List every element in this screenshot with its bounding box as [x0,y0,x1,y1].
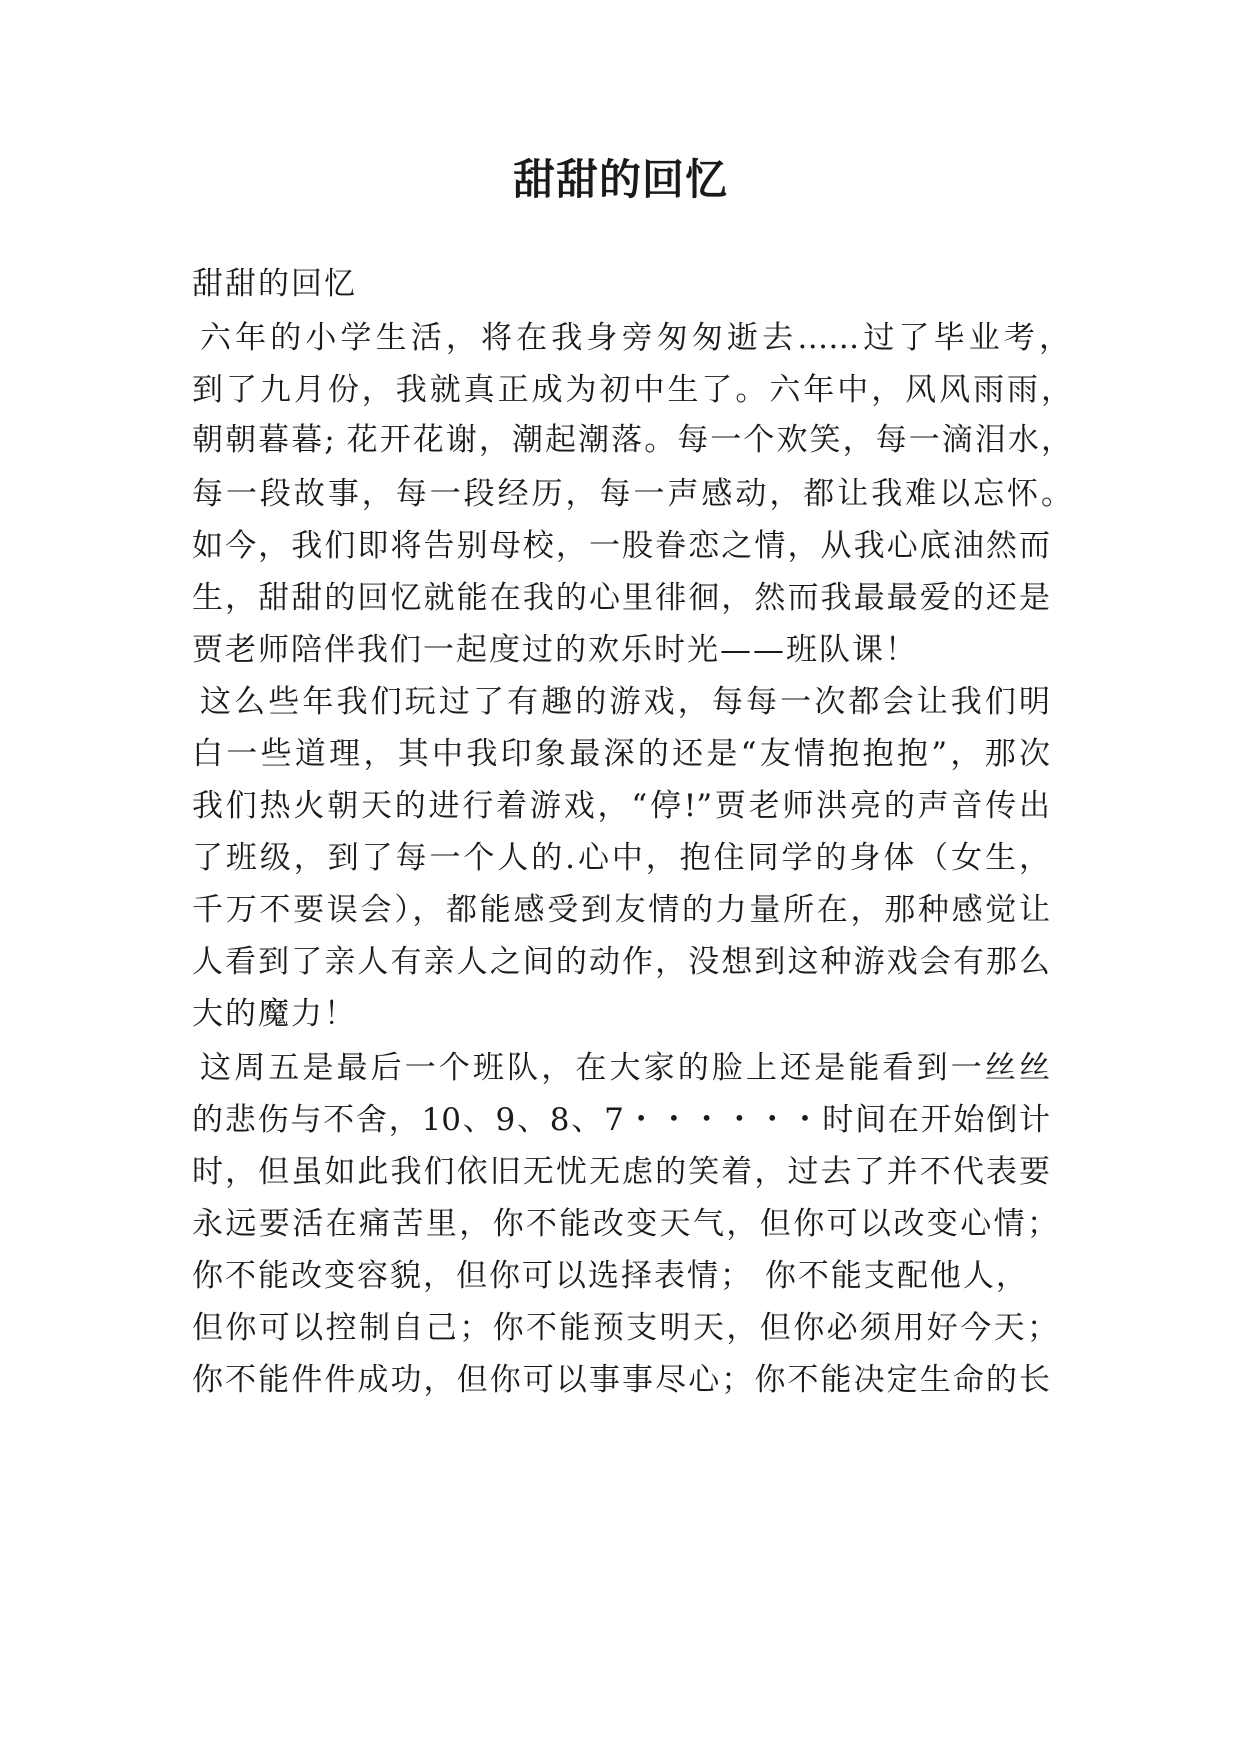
body-line: 朝朝暮暮; 花开花谢，潮起潮落。每一个欢笑，每一滴泪水， [192,422,1072,458]
body-line: 你不能件件成功，但你可以事事尽心；你不能决定生命的长 [192,1362,1050,1398]
body-line: 你不能改变容貌，但你可以选择表情； 你不能支配他人， [192,1258,1029,1294]
body-line: 时，但虽如此我们依旧无忧无虑的笑着，过去了并不代表要 [192,1154,1050,1190]
body-line: 大的魔力！ [192,996,357,1032]
body-line: 人看到了亲人有亲人之间的动作，没想到这种游戏会有那么 [192,944,1050,980]
body-line: 贾老师陪伴我们一起度过的欢乐时光——班队课！ [192,632,918,668]
body-line: 每一段故事，每一段经历，每一声感动，都让我难以忘怀。 [192,476,1072,512]
body-line: 这周五是最后一个班队，在大家的脸上还是能看到一丝丝 [200,1050,1050,1086]
body-line: 了班级，到了每一个人的.心中，抱住同学的身体（女生， [192,840,1050,876]
body-line: 生，甜甜的回忆就能在我的心里徘徊，然而我最最爱的还是 [192,580,1050,616]
body-line: 但你可以控制自己；你不能预支明天，但你必须用好今天； [192,1310,1058,1346]
body-line: 甜甜的回忆 [192,266,357,302]
body-line: 六年的小学生活，将在我身旁匆匆逝去……过了毕业考， [200,320,1070,356]
body-line: 我们热火朝天的进行着游戏，“停!”贾老师洪亮的声音传出 [192,788,1050,824]
page-title: 甜甜的回忆 [512,155,728,204]
body-line: 的悲伤与不舍，10、9、8、7・・・・・・时间在开始倒计 [192,1102,1050,1138]
body-line: 这么些年我们玩过了有趣的游戏，每每一次都会让我们明 [200,684,1050,720]
body-line: 千万不要误会），都能感受到友情的力量所在，那种感觉让 [192,892,1050,928]
body-line: 如今，我们即将告别母校，一股眷恋之情，从我心底油然而 [192,528,1050,564]
body-line: 白一些道理，其中我印象最深的还是“友情抱抱抱”，那次 [192,736,1050,772]
body-line: 到了九月份，我就真正成为初中生了。六年中，风风雨雨， [192,372,1072,408]
body-line: 永远要活在痛苦里，你不能改变天气，但你可以改变心情； [192,1206,1058,1242]
